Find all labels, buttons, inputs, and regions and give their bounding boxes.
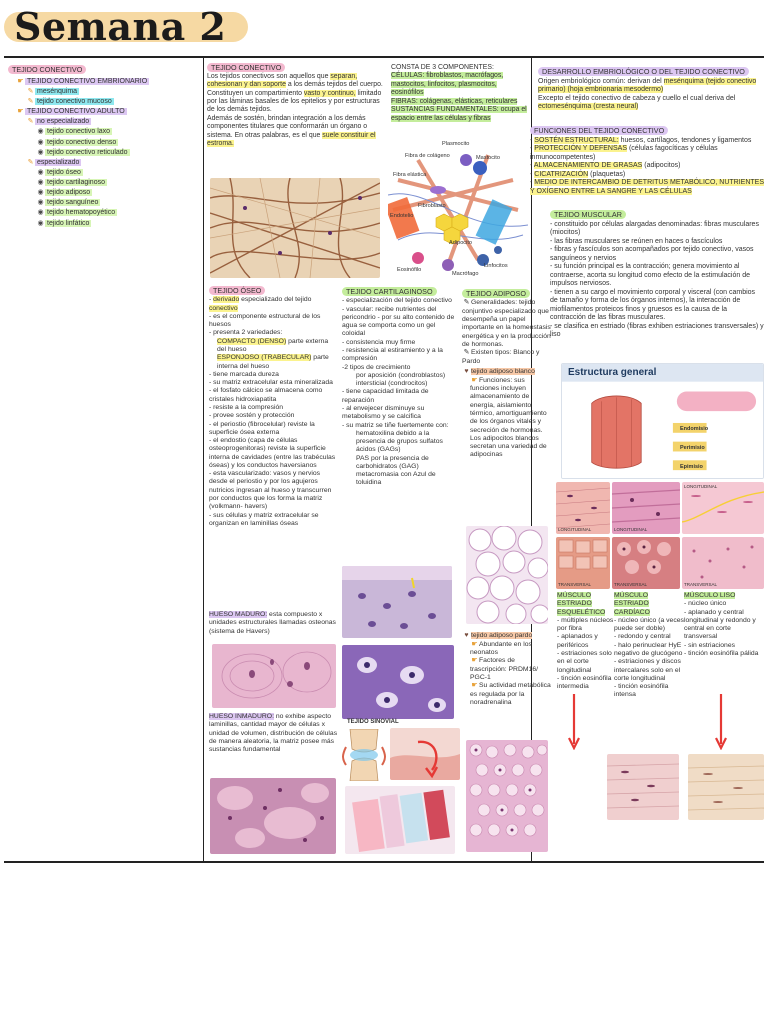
skeletal-longitudinal-photo	[556, 482, 610, 534]
toc-item	[8, 108, 200, 117]
toc-item	[8, 220, 200, 229]
label-fibra-elastica: Fibra elástica	[393, 172, 427, 178]
muscular-title: TEJIDO MUSCULAR	[550, 210, 626, 219]
pencil-icon: ✎	[463, 299, 470, 307]
muscular-line-1: - las fibras musculares se reúnen en haces o fascículos	[550, 237, 723, 245]
toc-item	[8, 149, 200, 158]
toc-item	[8, 199, 200, 208]
oseo-line-12: - esta vascularizado: vasos y nervios desde el periostio y por los agujeros nutricios ingresan al hueso y transcurren por conductos que los forma la matriz (volkmann- havers)	[209, 470, 332, 511]
toc-item	[8, 209, 200, 218]
toc-item	[8, 78, 200, 87]
toc-item-label: especializado	[37, 158, 80, 166]
red-arrow-esqueletico	[568, 694, 580, 750]
hl-estroma: suele constituir el estroma.	[207, 131, 376, 148]
oseo-line-9: - provee sostén y protección	[209, 412, 295, 420]
oseo-line-13: - sus células y matriz extracelular se organizan en laminillas óseas	[209, 511, 319, 527]
hl-cicatrizacion: CICATRIZACIÓN	[534, 170, 589, 178]
adiposo-line-1: Existen tipos: Blanco y Pardo	[462, 349, 540, 365]
oseo-line-2: - presenta 2 variedades:	[209, 329, 283, 337]
oseo-line-11: - el endostio (capa de células osteoprogenitoras) reviste la superficie interna de cavidades (entre las trabéculas óseas) y los conductos haversianos	[209, 437, 336, 469]
toc-item-label: tejido cartilaginoso	[47, 179, 105, 187]
hueso-inmaduro: HUESO INMADURO: no exhibe aspecto laminillas, cantidad mayor de células x unidad de volumen, distribución de células de manera aleatoria, la matriz posee más sustancias fundamental	[209, 713, 338, 754]
conectivo-title: TEJIDO CONECTIVO	[207, 63, 285, 72]
adiposo-pardo-title: tejido adiposo pardo	[471, 632, 533, 639]
muscular-line-2: - fibras y fascículos son acompañados por tejido conectivo, vasos sanguíneos y nervios	[550, 246, 754, 262]
oseo-line-10: - el periostio (fibrocelular) reviste la superficie ósea externa	[209, 420, 315, 436]
pointing-hand-icon: ☛	[471, 640, 478, 648]
toc-list	[8, 78, 200, 228]
consta-celulas: CÉLULAS: fibroblastos, macrófagos, mastocitos, linfocitos, plasmocitos, eosinófilos	[391, 72, 504, 97]
conectivo-text: Los tejidos conectivos son aquellos que separan, cohesionan y dan soporte a los demás tejidos del cuerpo. Constituyen un compartimiento vasto y continuo, limitado por las láminas basales de los epitelios y por estructuras de los demás tejidos. Además de sostén, brindan integración a los demás componentes titulares que conformarán un órgano o sistema. En otras palabras, es el que suele constituir el estroma.	[207, 72, 383, 148]
hl-ectomesenquima: ectomesénquima (cresta neural)	[538, 103, 639, 111]
toc-item-label: TEJIDO CONECTIVO ADULTO	[27, 108, 125, 116]
eye-icon: ◉	[37, 168, 44, 176]
cart-line-5: por aposición (condroblastos)	[356, 371, 446, 379]
hl-compacto: COMPACTO (DENSO)	[217, 337, 287, 345]
label-fibra-colageno: Fibra de colágeno	[405, 153, 450, 159]
oseo-line-8: - resiste a la compresión	[209, 403, 284, 411]
muscular-line-3: - su función principal es la contracción; genera movimiento al contraerse, acorta su longitud como efecto de la estimulación de impulsos nerviosos.	[550, 263, 751, 288]
toc-item-label: tejido linfático	[47, 219, 90, 227]
stripe-label-4: TRANSVERSAL	[614, 581, 648, 587]
pencil-icon: ✎	[27, 158, 34, 166]
red-arrow-cartilage	[414, 738, 444, 780]
cardiac-longitudinal-photo	[612, 482, 680, 534]
eye-icon: ◉	[37, 199, 44, 207]
hl-almacenamiento: ALMACENAMIENTO DE GRASAS	[533, 162, 643, 170]
column-divider-1	[203, 58, 204, 862]
top-rule	[4, 56, 764, 58]
bottom-rule	[4, 861, 764, 863]
musculo-2-line-3: - tinción eosinófila pálida	[684, 649, 759, 657]
hl-mesenquima: mesénquima (tejido conectivo primario) (hoja embrionaria mesodermo)	[538, 77, 757, 94]
cartilaginoso-section	[342, 288, 456, 488]
musculo-0-line-3: - tinción eosinófila intermedia	[557, 674, 612, 691]
musculo-cardiaco	[614, 592, 684, 700]
label-plasmocito: Plasmocito	[442, 141, 470, 147]
label-epimisio: Epimisio	[680, 464, 703, 470]
musculo-2-line-1: - aplanado y central longitudinal y redondo y central en corte transversal	[684, 608, 756, 641]
toc-item-label: tejido conectivo denso	[47, 138, 117, 146]
sinovial-caption: TEJIDO SINOVIAL	[347, 719, 399, 725]
pencil-icon: ✎	[463, 349, 470, 357]
cart-line-0: - especialización del tejido conectivo	[342, 297, 452, 305]
hl-medio: MEDIO DE INTERCAMBIO DE DETRITUS METABÓLICO, NUTRIENTES Y OXÍGENO ENTRE LA SANGRE Y LAS CÉLULAS	[530, 179, 765, 195]
connective-tissue-photo	[210, 178, 380, 278]
toc-item	[8, 139, 200, 148]
pencil-icon: ✎	[27, 87, 34, 95]
label-mastocito: Mastocito	[476, 155, 500, 161]
pointing-hand-icon: ☛	[471, 657, 478, 665]
toc-item	[8, 169, 200, 178]
musculo-liso-title: MÚSCULO LISO	[684, 592, 736, 599]
stripe-label-3: TRANSVERSAL	[558, 581, 592, 587]
cart-line-4: -2 tipos de crecimiento	[342, 363, 411, 371]
stripe-label-2: LONGITUDINAL	[684, 484, 718, 489]
toc-item-label: tejido conectivo laxo	[47, 128, 111, 136]
oseo-line-1: - es el componente estructural de los huesos	[209, 312, 321, 329]
eye-icon: ◉	[37, 179, 44, 187]
adiposo-pardo-line-2: Su actividad metabólica es regulada por la noradrenalina	[470, 682, 551, 707]
cartilage-photo-1	[342, 566, 452, 638]
connective-tissue-diagram	[388, 140, 528, 278]
adiposo-pardo-section	[462, 632, 552, 708]
cardiac-transversal-photo	[612, 537, 680, 589]
cartilage-photo-2	[342, 645, 454, 719]
adiposo-pardo-line-0: Abundante en los neonatos	[470, 640, 532, 657]
consta-fibras: FIBRAS: colágenas, elásticas, reticulares	[391, 97, 518, 105]
consta-section	[391, 64, 529, 123]
cart-line-8: - al envejecer disminuye su metabolismo y se calcifica	[342, 404, 425, 421]
eye-icon: ◉	[37, 209, 44, 217]
immature-bone-photo	[210, 778, 336, 854]
toc-item	[8, 128, 200, 137]
page-title: Semana 2	[14, 4, 227, 49]
toc-item-label: mesénquima	[37, 87, 78, 95]
hl-proteccion: PROTECCIÓN Y DEFENSAS	[534, 145, 627, 153]
musculo-1-line-0: - núcleo único (a veces puede ser doble)	[614, 616, 684, 633]
musculo-1-line-1: - redondo y central	[614, 633, 671, 641]
toc-column	[8, 66, 200, 230]
toc-item	[8, 98, 200, 107]
consta-sustancias: SUSTANCIAS FUNDAMENTALES: ocupa el espacio entre las células y fibras	[391, 106, 527, 122]
pointing-hand-icon: ☛	[17, 77, 24, 85]
pointing-hand-icon: ☛	[17, 108, 24, 116]
estructura-title: Estructura general	[568, 367, 657, 378]
synovial-joint-illustration	[342, 729, 386, 781]
cart-line-10: hematoxilina debido a la presencia de grupos sulfatos ácidos (GAGs)	[356, 429, 443, 454]
hueso-maduro: HUESO MADURO: esta compuesto x unidades estructurales llamadas osteonas (sistema de Havers)	[209, 611, 336, 635]
label-eosinofilo: Eosinófilo	[397, 267, 422, 273]
musculo-0-line-1: - aplanados y periféricos	[557, 633, 598, 649]
musculo-esqueletico-title: MÚSCULO ESTRIADO ESQUELÉTICO	[557, 592, 606, 616]
eye-icon: ◉	[37, 138, 44, 146]
brown-adipose-photo	[466, 740, 548, 852]
cartilaginoso-title: TEJIDO CARTILAGINOSO	[342, 287, 437, 296]
smooth-muscle-photo	[688, 754, 764, 820]
adiposo-pardo-line-1: Factores de trascripción: PRDM16/ PGC-1	[470, 657, 538, 682]
label-linfocitos: Linfocitos	[484, 263, 508, 269]
musculo-0-line-2: - estriaciones solo en el corte longitudinal	[557, 649, 612, 674]
label-perimisio: Perimisio	[680, 445, 705, 451]
musculo-liso	[684, 592, 764, 658]
musculo-cardiaco-title: MÚSCULO ESTRIADO CARDÍACO	[614, 592, 650, 616]
hueso-inmaduro-label: HUESO INMADURO:	[209, 713, 274, 720]
stripe-label-5: TRANSVERSAL	[684, 581, 718, 587]
eye-icon: ◉	[37, 128, 44, 136]
oseo-line-5: - tiene marcada dureza	[209, 370, 279, 378]
musculo-0-line-0: - múltiples núcleos por fibra	[557, 616, 614, 633]
smooth-transversal-photo	[682, 537, 764, 589]
cart-line-2: - consistencia muy firme	[342, 338, 416, 346]
pointing-hand-icon: ☛	[471, 376, 478, 384]
desarrollo-section: DESARROLLO EMBRIOLÓGICO O DEL TEJIDO CONECTIVO Origen embriológico común: derivan del mesénquima (tejido conectivo primario) (hoja embrionaria mesodermo) Excepto el tejido conectivo de cabeza y cuello el cual deriva del ectomesénquima (cresta neural)	[538, 67, 757, 111]
adiposo-line-0: Generalidades: tejido conjuntivo especializado que desempeña un papel importante en la homeostasis energética y en la producción de hormonas.	[462, 299, 551, 348]
musculo-1-line-4: - tinción eosinófila intensa	[614, 683, 669, 699]
hueso-maduro-label: HUESO MADURO:	[209, 611, 268, 618]
label-endomisio: Endomisio	[680, 426, 709, 432]
oseo-line-7: - el fosfato cálcico se almacena como cristales hidroxiapatita	[209, 387, 323, 403]
toc-item	[8, 179, 200, 188]
muscle-structure-figure	[561, 363, 764, 479]
toc-item-label: no especializado	[37, 118, 90, 126]
adiposo-section	[462, 290, 552, 460]
red-arrow-liso	[715, 694, 727, 750]
adiposo-title: TEJIDO ADIPOSO	[462, 289, 530, 298]
toc-item-label: tejido conectivo mucoso	[37, 98, 112, 106]
consta-title: CONSTA DE 3 COMPONENTES:	[391, 64, 494, 71]
eye-icon: ◉	[37, 189, 44, 197]
oseo-line-6: - su matriz extracelular esta mineralizada	[209, 379, 333, 387]
toc-item-label: tejido adiposo	[47, 189, 91, 197]
pointing-hand-icon: ☛	[471, 682, 478, 690]
cart-line-6: intersticial (condrocitos)	[356, 380, 428, 388]
label-endotelio: Endotelio	[390, 213, 414, 219]
white-adipose-photo	[466, 526, 548, 624]
heart-icon: ♥	[464, 368, 469, 376]
hl-sosten: SOSTÉN ESTRUCTURAL:	[534, 136, 619, 144]
muscular-line-5: - se clasifica en estriado (fibras exhiben estriaciones transversales) y liso	[550, 322, 764, 339]
hl-separan: separan, cohesionan y dan soporte	[207, 72, 358, 89]
musculo-2-line-0: - núcleo único	[684, 600, 727, 608]
smooth-longitudinal-photo	[682, 482, 764, 534]
eye-icon: ◉	[37, 148, 44, 156]
toc-item	[8, 159, 200, 168]
skeletal-transversal-photo	[556, 537, 610, 589]
musculo-1-line-3: - estriaciones y discos intercalares solo en el corte longitudinal	[614, 658, 681, 682]
musculo-1-line-2: - halo perinuclear HyE negativo de glucógeno	[614, 641, 683, 657]
hl-esponjoso: ESPONJOSO (TRABECULAR)	[217, 354, 312, 362]
toc-item-label: tejido óseo	[47, 168, 81, 176]
label-macrofago: Macrófago	[452, 271, 479, 277]
desarrollo-title: DESARROLLO EMBRIOLÓGICO O DEL TEJIDO CONECTIVO	[538, 67, 749, 76]
hl-derivado: derivado	[213, 296, 240, 304]
stripe-label-1: LONGITUDINAL	[614, 526, 648, 532]
cart-line-3: - resistencia al estiramiento y a la compresión	[342, 346, 443, 363]
toc-item-label: tejido sanguíneo	[47, 199, 99, 207]
eye-icon: ◉	[37, 219, 44, 227]
cart-line-9: - su matriz se tiñe fuertemente con:	[342, 421, 449, 429]
conectivo-section	[207, 64, 385, 149]
stripe-label-0: LONGITUDINAL	[558, 526, 592, 532]
cartilage-layers-photo	[345, 786, 455, 854]
musculo-esqueletico	[557, 592, 615, 691]
adiposo-blanco-title: tejido adiposo blanco	[471, 368, 535, 376]
cart-line-1: - vascular: recibe nutrientes del pericondrio - por su alto contenido de agua se comporta como un gel coloidal	[342, 305, 455, 338]
adiposo-blanco-line-0: Funciones: sus funciones incluyen almacenamiento de energía, aislamiento térmico, amortiguamiento de los órganos vitales y secreción de hormonas. Los adipocitos blancos secretan una variedad de adipocinas	[470, 376, 547, 459]
cart-line-11: PAS por la presencia de carbohidratos (GAG)	[356, 454, 429, 470]
label-fibroblasto: Fibroblasto	[418, 203, 446, 209]
heart-icon: ♥	[464, 632, 469, 639]
oseo-title: TEJIDO ÓSEO	[209, 286, 265, 295]
cart-line-12: metacromasia con Azul de toluidina	[356, 471, 436, 487]
pencil-icon: ✎	[27, 98, 34, 106]
muscular-section	[550, 211, 764, 340]
hl-conectivo: conectivo	[209, 304, 238, 312]
funciones-section: FUNCIONES DEL TEJIDO CONECTIVO - SOSTÉN ESTRUCTURAL: huesos, cartílagos, tendones y ligamentos - PROTECCIÓN Y DEFENSAS (células fagocíticas y células inmunocompetentes) - ALMACENAMIENTO DE GRASAS (adipocitos) - CICATRIZACIÓN (plaquetas) - MEDIO DE INTERCAMBIO DE DETRITUS METABÓLICO, NUTRIENTES Y OXÍGENO ENTRE LA SANGRE Y LAS CÉLULAS	[530, 126, 765, 195]
toc-item	[8, 189, 200, 198]
hl-vasto: vasto y continuo,	[303, 89, 356, 97]
toc-item	[8, 88, 200, 97]
toc-title: TEJIDO CONECTIVO	[8, 65, 86, 74]
funciones-title: FUNCIONES DEL TEJIDO CONECTIVO	[530, 126, 668, 135]
pencil-icon: ✎	[27, 118, 34, 126]
oseo-section: TEJIDO ÓSEO - derivado especializado del tejido conectivo - es el componente estructural de los huesos - presenta 2 variedades: COMPACTO (DENSO) parte externa del hueso ESPONJOSO (TRABECULAR) parte interna del hueso - tiene marcada dureza - su matriz extracelular esta mineralizada - el fosfato cálcico se almacena como cristales hidroxiapatita - resiste a la compresión - provee sostén y protección - el periostio (fibrocelular) reviste la superficie ósea externa - el endostio (capa de células osteoprogenitoras) reviste la superficie interna de cavidades (entre las trabéculas óseas) y los conductos haversianos - esta vascularizado: vasos y nervios desde el periostio y por los agujeros nutricios ingresan al hueso y transcurren por conductos que los forma la matriz (volkmann- havers) - sus células y matriz extracelular se organizan en laminillas óseas	[209, 286, 336, 527]
toc-item-label: tejido conectivo reticulado	[47, 148, 128, 156]
toc-item-label: TEJIDO CONECTIVO EMBRIONARIO	[27, 77, 148, 85]
mature-bone-photo	[212, 644, 336, 708]
muscular-line-4: - tienen a su cargo el movimiento corporal y visceral (con cambios de tamaño y forma de los órganos internos), la interacción de miofilamentos proteicos finos y gruesos es la causa de la contracción de las fibras musculares.	[550, 288, 756, 322]
toc-item	[8, 118, 200, 127]
label-adipocito: Adipocito	[449, 240, 473, 246]
musculo-2-line-2: - sin estriaciones	[684, 641, 735, 649]
skeletal-muscle-photo	[607, 754, 679, 820]
cart-line-7: - tiene capacidad limitada de reparación	[342, 388, 429, 404]
muscular-line-0: - constituido por células alargadas denominadas: fibras musculares (miocitos)	[550, 220, 759, 237]
toc-item-label: tejido hematopoyético	[47, 209, 116, 217]
